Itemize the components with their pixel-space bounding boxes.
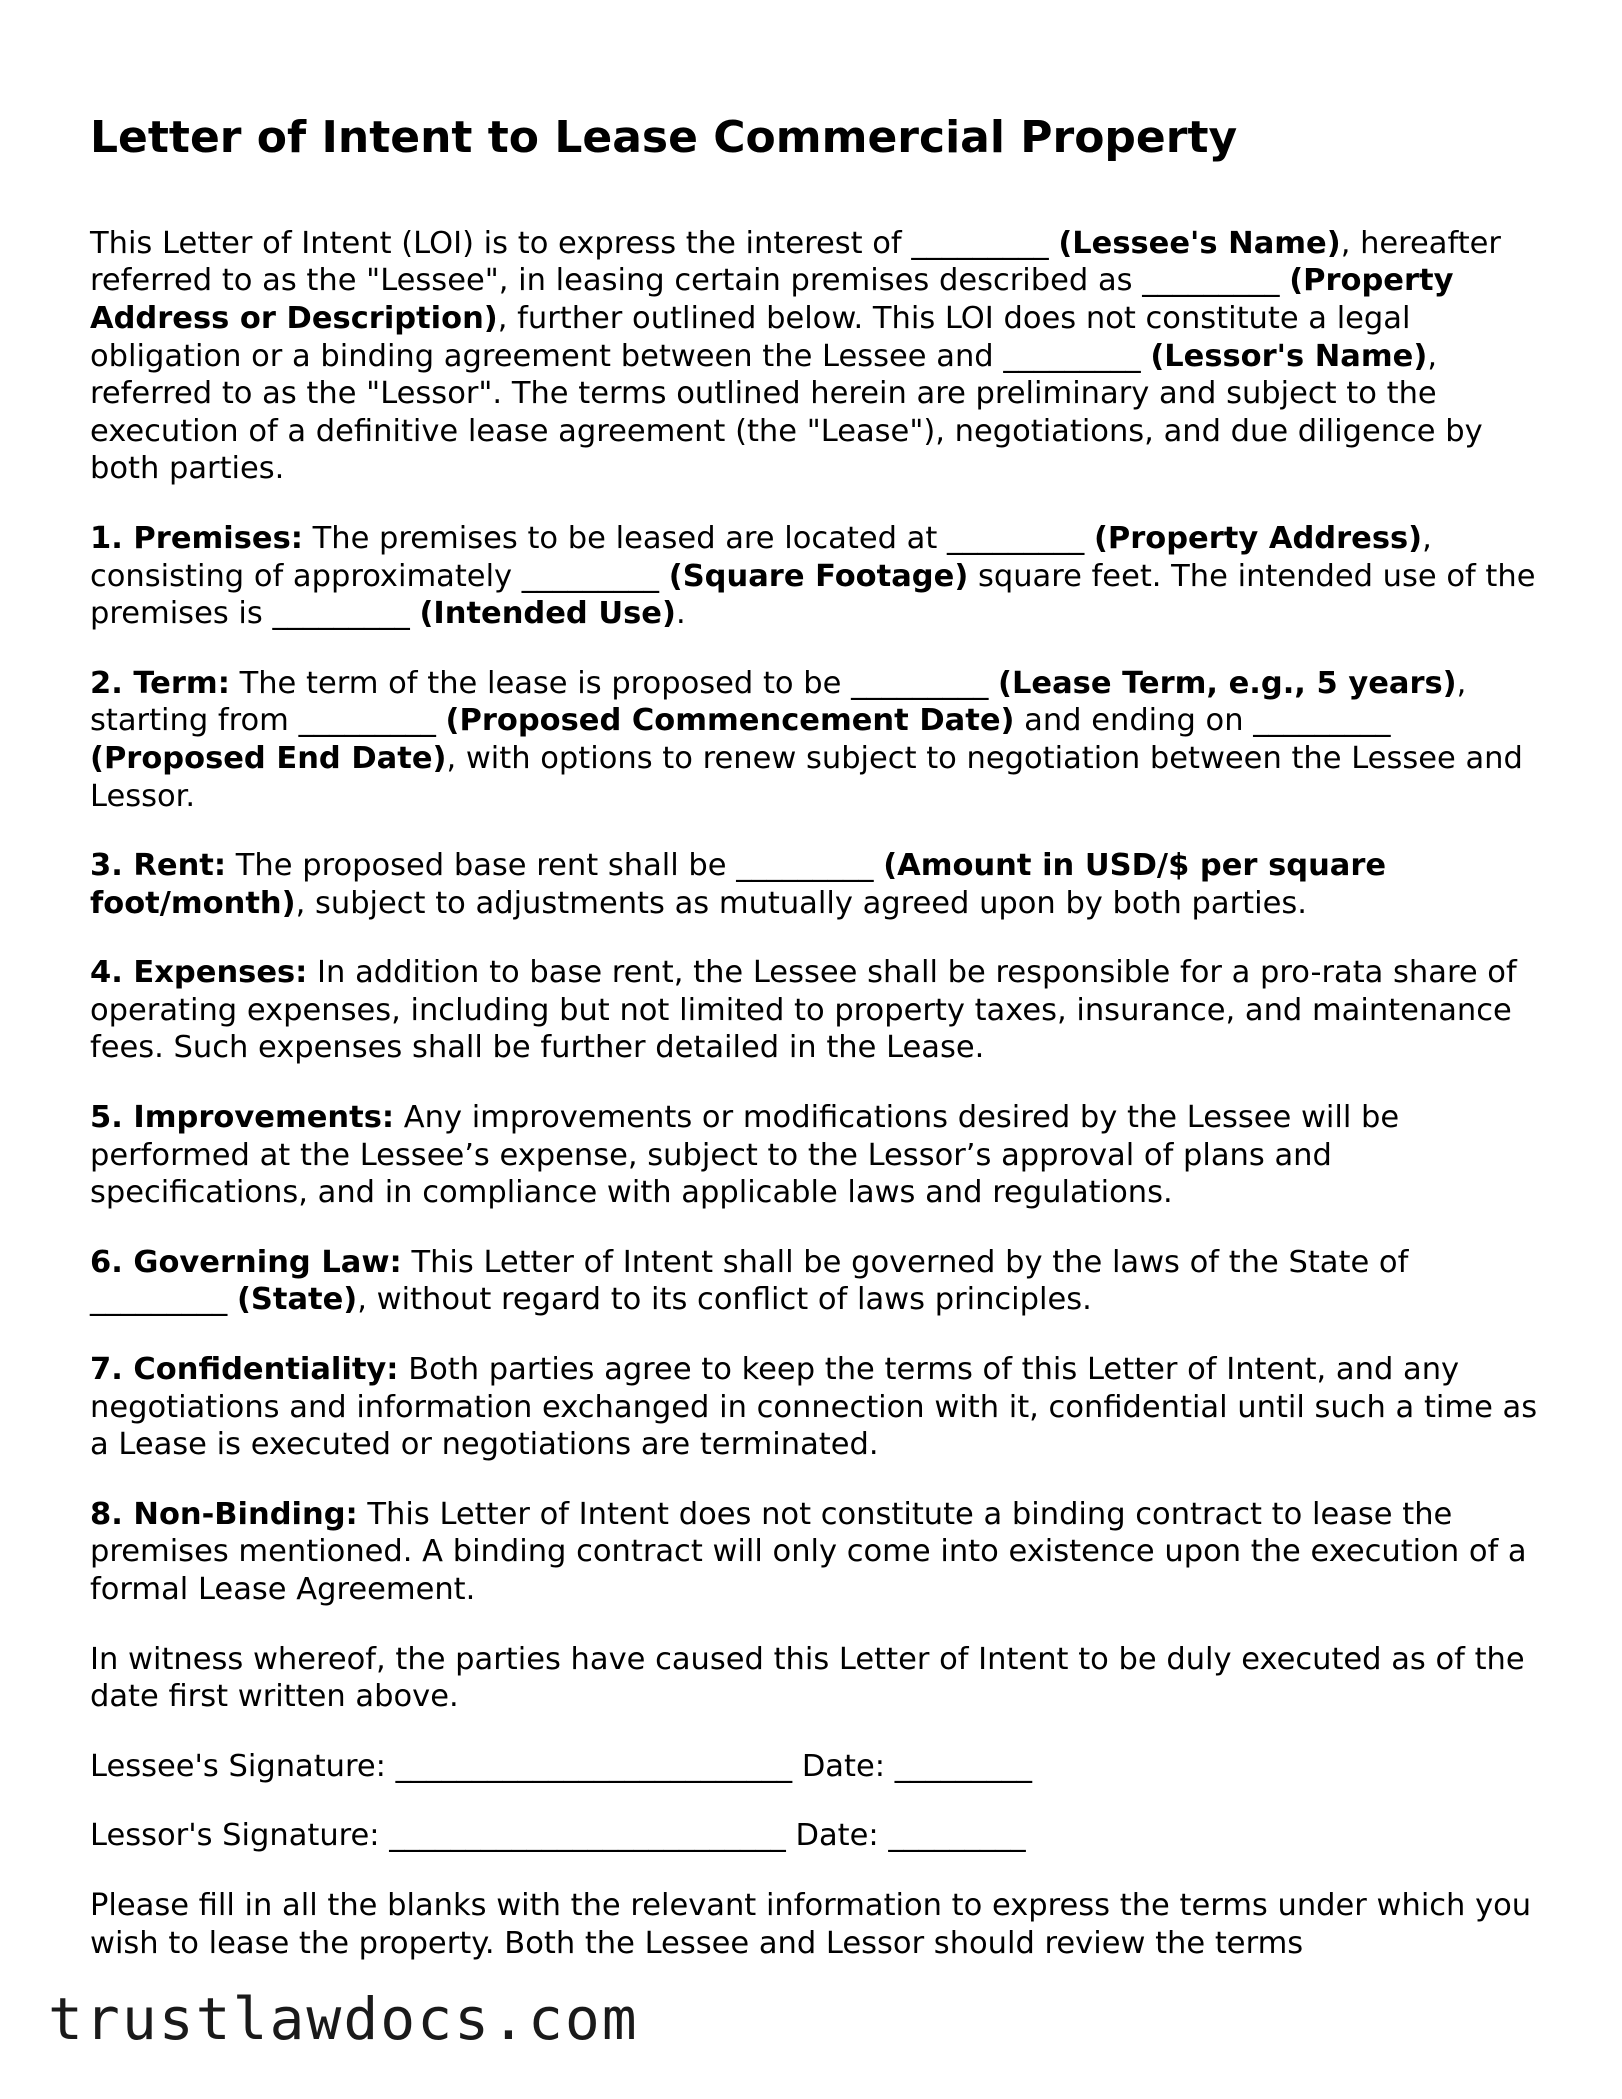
section-text: Both parties agree to keep the terms of this Letter of Intent, and any negotiations and information exchanged in connection with it, confidential until such a time as a Lease is executed or negotiations are terminated. [90, 1352, 1538, 1463]
section-heading: 1. Premises: [90, 520, 303, 556]
end-date-blank[interactable]: _________ [1253, 703, 1391, 739]
section-heading: 6. Governing Law: [90, 1244, 402, 1280]
lessee-name-label: (Lessee's Name) [1058, 225, 1341, 261]
rent-amount-label: (Amount in USD/$ per square foot/month) [90, 848, 1387, 921]
section-text: In addition to base rent, the Lessee shall be responsible for a pro-rata share of operating expenses, including but not limited to property taxes, insurance, and maintenance fees. Such expenses shall be further detailed in the Lease. [90, 955, 1517, 1066]
property-description-label: (Property Address or Description) [90, 263, 1454, 336]
section-improvements [90, 1099, 1550, 1212]
lessor-signature-label: Lessor's Signature: [90, 1818, 390, 1854]
closing-paragraph: Please fill in all the blanks with the relevant information to express the terms under which you wish to lease the property. Both the Lessee and Lessor should review the terms [90, 1887, 1532, 1961]
section-text: , subject to adjustments as mutually agreed upon by both parties. [295, 885, 1307, 921]
lessee-signature-label: Lessee's Signature: [90, 1748, 396, 1784]
document-title: Letter of Intent to Lease Commercial Property [90, 112, 1238, 163]
section-text: The proposed base rent shall be [226, 848, 737, 884]
state-blank[interactable]: _________ [90, 1282, 228, 1318]
section-rent [90, 847, 1550, 922]
section-heading: 5. Improvements: [90, 1100, 395, 1136]
commencement-date-label: (Proposed Commencement Date) [445, 703, 1015, 739]
property-address-blank[interactable]: _________ [946, 520, 1085, 556]
square-footage-blank[interactable]: _________ [521, 558, 660, 594]
witness-paragraph: In witness whereof, the parties have caused this Letter of Intent to be duly executed as of the date first written above. [90, 1641, 1525, 1715]
section-term [90, 665, 1550, 815]
lessee-signature-line[interactable]: __________________________ [395, 1748, 793, 1784]
property-description-blank[interactable]: _________ [1142, 263, 1280, 299]
section-heading: 4. Expenses: [90, 955, 308, 991]
section-text: This Letter of Intent does not constitute a binding contract to lease the premises mentioned. A binding contract will only come into existence upon the execution of a formal Lease Agreement. [90, 1496, 1527, 1608]
date-label: Date: [785, 1818, 889, 1854]
section-non-binding [90, 1496, 1550, 1609]
property-address-label: (Property Address) [1093, 520, 1423, 556]
section-text: The term of the lease is proposed to be [229, 665, 852, 701]
intro-text: This Letter of Intent (LOI) is to express the interest of [90, 225, 912, 261]
section-text: This Letter of Intent shall be governed by the laws of the State of [401, 1244, 1409, 1280]
section-governing-law [90, 1244, 1550, 1319]
section-text: The premises to be leased are located at [302, 520, 947, 556]
lease-term-blank[interactable]: _________ [851, 665, 989, 701]
end-date-label: (Proposed End Date) [90, 740, 447, 776]
intended-use-blank[interactable]: _________ [272, 596, 410, 632]
section-heading: 8. Non-Binding: [90, 1496, 358, 1532]
lessor-signature-line[interactable]: __________________________ [389, 1818, 786, 1854]
section-heading: 3. Rent: [90, 848, 227, 884]
lease-term-label: (Lease Term, e.g., 5 years) [998, 665, 1457, 701]
section-text: , starting from [90, 665, 1467, 739]
state-label: (State) [236, 1282, 358, 1318]
section-text: and ending on [1014, 703, 1254, 739]
lessee-signature-row [90, 1748, 1550, 1786]
section-heading: 7. Confidentiality: [90, 1352, 399, 1388]
lessee-name-blank[interactable]: _________ [911, 225, 1049, 261]
lessor-signature-row [90, 1817, 1550, 1855]
section-premises [90, 520, 1550, 633]
date-label: Date: [792, 1748, 895, 1784]
lessor-name-blank[interactable]: _________ [1003, 338, 1141, 374]
section-text: , consisting of approximately [90, 520, 1432, 594]
watermark-text: trustlawdocs.com [48, 1985, 639, 2053]
section-text: Any improvements or modifications desired by the Lessee will be performed at the Lessee’s expense, subject to the Lessor’s approval of plans and specifications, and in compliance with applicable laws and regulations. [90, 1100, 1400, 1211]
section-text: square feet. The intended use of the premises is [90, 558, 1536, 632]
intro-text: , hereafter referred to as the "Lessee", in leasing certain premises described as [90, 225, 1501, 299]
document-page [90, 112, 1550, 1994]
section-text: , with options to renew subject to negotiation between the Lessee and Lessor. [90, 740, 1523, 814]
intro-text: , referred to as the "Lessor". The terms outlined herein are preliminary and subject to the execution of a definitive lease agreement (the "Lease"), negotiations, and due diligence by both parties. [90, 338, 1483, 487]
intro-paragraph [90, 225, 1550, 488]
intended-use-label: (Intended Use) [419, 596, 676, 632]
section-expenses [90, 954, 1550, 1067]
lessee-date-blank[interactable]: _________ [894, 1748, 1032, 1784]
square-footage-label: (Square Footage) [668, 558, 969, 594]
section-text: , without regard to its conflict of laws principles. [357, 1282, 1092, 1318]
lessor-date-blank[interactable]: _________ [888, 1818, 1026, 1854]
section-confidentiality [90, 1351, 1550, 1464]
rent-amount-blank[interactable]: _________ [736, 848, 874, 884]
lessor-name-label: (Lessor's Name) [1150, 338, 1428, 374]
commencement-date-blank[interactable]: _________ [298, 703, 436, 739]
section-heading: 2. Term: [90, 665, 230, 701]
intro-text: , further outlined below. This LOI does not constitute a legal obligation or a binding agreement between the Lessee and [90, 300, 1411, 374]
section-text: . [675, 596, 686, 632]
